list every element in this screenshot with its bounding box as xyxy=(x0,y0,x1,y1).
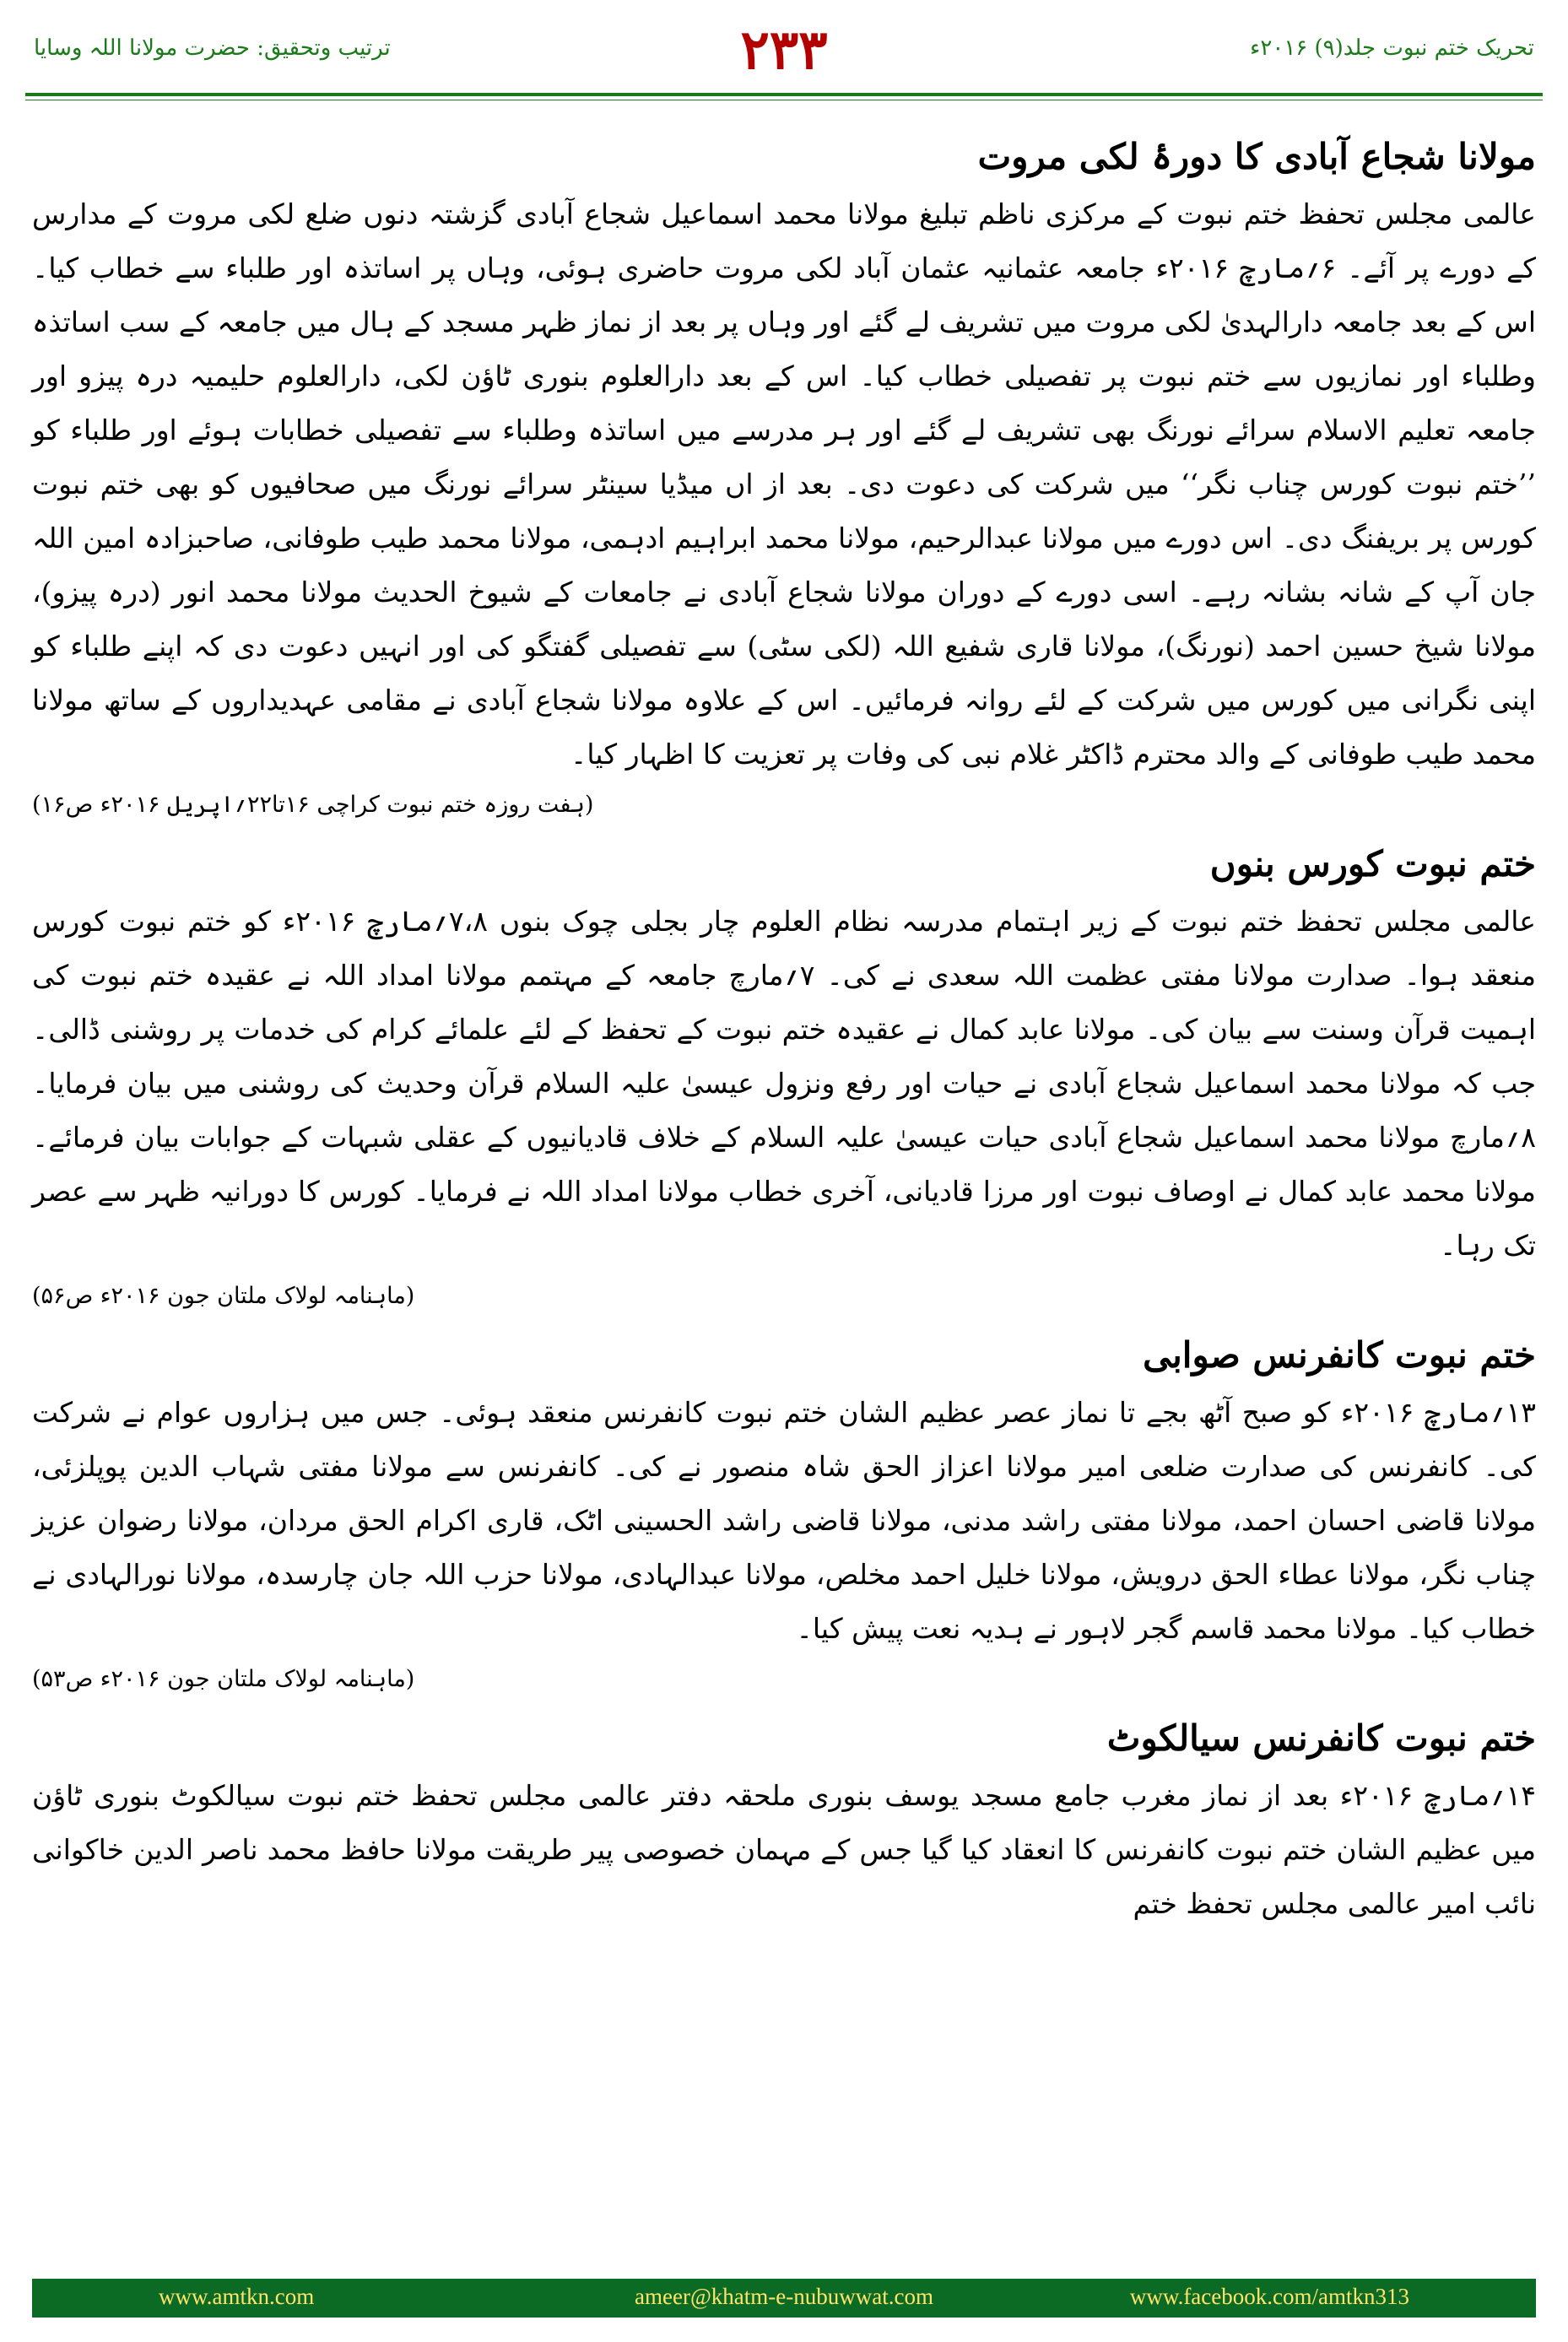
section-title: ختم نبوت کانفرنس صوابی xyxy=(1143,1334,1536,1376)
website-link[interactable]: www.amtkn.com xyxy=(159,2284,315,2309)
section-lakki-marwat xyxy=(32,127,1536,829)
section-title: مولانا شجاع آبادی کا دورۂ لکی مروت xyxy=(977,136,1536,177)
paragraph: عالمی مجلس تحفظ ختم نبوت کے زیر اہتمام مدرسہ نظام العلوم چار بجلی چوک بنوں ۷،۸؍مارچ ۲۰۱۶ء کو ختم نبوت کورس منعقد ہوا۔ صدارت مولانا مفتی عظمت اللہ سعدی نے کی۔ ۷؍مارچ جامعہ کے مہتمم مولانا امداد اللہ نے عقیدہ ختم نبوت کی اہمیت قرآن وسنت سے بیان کی۔ مولانا عابد کمال نے عقیدہ ختم نبوت کے تحفظ کے لئے علمائے کرام کی خدمات پر روشنی ڈالی۔ جب کہ مولانا محمد اسماعیل شجاع آبادی نے حیات اور رفع ونزول عیسیٰ علیہ السلام قرآن وحدیث کی روشنی میں بیان فرمایا۔ ۸؍مارچ مولانا محمد اسماعیل شجاع آبادی حیات عیسیٰ علیہ السلام کے خلاف قادیانیوں کے عقلی شبہات کے جوابات بیان فرمائے۔ مولانا محمد عابد کمال نے اوصاف نبوت اور مرزا قادیانی، آخری خطاب مولانا امداد اللہ نے فرمایا۔ کورس کا دورانیہ ظہر سے عصر تک رہا۔ xyxy=(32,905,1536,1262)
book-title: تحریک ختم نبوت جلد(۹) ۲۰۱۶ء xyxy=(1250,35,1534,61)
section-swabi-conference xyxy=(32,1325,1536,1703)
section-title: ختم نبوت کورس بنوں xyxy=(1209,843,1536,884)
article-body xyxy=(32,127,1536,2253)
paragraph: ۱۴؍مارچ ۲۰۱۶ء بعد از نماز مغرب جامع مسجد یوسف بنوری ملحقہ دفتر عالمی مجلس تحفظ ختم نبوت سیالکوٹ بنوری ٹاؤن میں عظیم الشان ختم نبوت کانفرنس کا انعقاد کیا گیا جس کے مہمان خصوصی پیر طریقت مولانا حافظ محمد ناصر الدین خاکوانی نائب امیر عالمی مجلس تحفظ ختم xyxy=(32,1779,1536,1920)
paragraph: عالمی مجلس تحفظ ختم نبوت کے مرکزی ناظم تبلیغ مولانا محمد اسماعیل شجاع آبادی گزشتہ دنوں ضلع لکی مروت کے مدارس کے دورے پر آئے۔ ۶؍مارچ ۲۰۱۶ء جامعہ عثمانیہ عثمان آباد لکی مروت حاضری ہوئی، وہاں پر اساتذہ اور طلباء سے خطاب کیا۔ اس کے بعد جامعہ دارالہدیٰ لکی مروت میں تشریف لے گئے اور وہاں پر بعد از نماز ظہر مسجد کے ہال میں جامعہ کے سب اساتذہ وطلباء اور نمازیوں سے ختم نبوت پر تفصیلی خطاب کیا۔ اس کے بعد دارالعلوم بنوری ٹاؤن لکی، دارالعلوم حلیمیہ درہ پیزو اور جامعہ تعلیم الاسلام سرائے نورنگ بھی تشریف لے گئے اور ہر مدرسے میں اساتذہ وطلباء سے تفصیلی خطابات ہوئے اور طلباء کو ’’ختم نبوت کورس چناب نگر‘‘ میں شرکت کی دعوت دی۔ بعد از اں میڈیا سینٹر سرائے نورنگ میں صحافیوں کو بھی ختم نبوت کورس پر بریفنگ دی۔ اس دورے میں مولانا عبدالرحیم، مولانا محمد ابراہیم ادہمی، مولانا محمد طیب طوفانی، صاحبزادہ امین اللہ جان آپ کے شانہ بشانہ رہے۔ اسی دورے کے دوران مولانا شجاع آبادی نے جامعات کے شیوخ الحدیث مولانا محمد انور (درہ پیزو)، مولانا شیخ حسین احمد (نورنگ)، مولانا قاری شفیع اللہ (لکی سٹی) سے تفصیلی گفتگو کی اور انہیں دعوت دی کہ اپنے طلباء کو اپنی نگرانی میں کورس میں شرکت کے لئے روانہ فرمائیں۔ اس کے علاوہ مولانا شجاع آبادی نے مقامی عہدیداروں کے ساتھ مولانا محمد طیب طوفانی کے والد محترم ڈاکٹر غلام نبی کی وفات پر تعزیت کا اظہار کیا۔ xyxy=(32,197,1537,771)
footer-bar xyxy=(32,2279,1536,2318)
page-number: ۲۳۳ xyxy=(740,19,828,82)
paragraph: ۱۳؍مارچ ۲۰۱۶ء کو صبح آٹھ بجے تا نماز عصر عظیم الشان ختم نبوت کانفرنس منعقد ہوئی۔ جس میں ہزاروں عوام نے شرکت کی۔ کانفرنس کی صدارت ضلعی امیر مولانا اعزاز الحق شاہ منصور نے کی۔ کانفرنس سے مولانا مفتی شہاب الدین پوپلزئی، مولانا قاضی احسان احمد، مولانا مفتی راشد مدنی، مولانا قاضی راشد الحسینی اٹک، قاری اکرام الحق مردان، مولانا رضوان عزیز چناب نگر، مولانا عطاء الحق درویش، مولانا خلیل احمد مخلص، مولانا عبدالہادی، مولانا حزب اللہ جان چارسدہ، مولانا نورالہادی نے خطاب کیا۔ مولانا محمد قاسم گجر لاہور نے ہدیہ نعت پیش کیا۔ xyxy=(32,1396,1537,1645)
compiler-credit: ترتیب وتحقیق: حضرت مولانا اللہ وسایا xyxy=(34,35,391,61)
page-header xyxy=(0,0,1568,127)
page-footer xyxy=(0,2279,1568,2342)
facebook-link[interactable]: www.facebook.com/amtkn313 xyxy=(1129,2284,1409,2309)
email-link[interactable]: ameer@khatm-e-nubuwwat.com xyxy=(635,2284,933,2309)
source-citation: (ماہنامہ لولاک ملتان جون ۲۰۱۶ء ص۵۳) xyxy=(32,1666,415,1692)
section-sialkot-conference xyxy=(32,1708,1536,1931)
source-citation: (ماہنامہ لولاک ملتان جون ۲۰۱۶ء ص۵۶) xyxy=(32,1283,415,1309)
source-citation: (ہفت روزہ ختم نبوت کراچی ۱۶تا۲۲؍اپریل ۲۰۱۶ء ص۱۶) xyxy=(32,792,594,818)
section-bannu-course xyxy=(32,834,1536,1320)
header-divider xyxy=(25,93,1543,96)
section-title: ختم نبوت کانفرنس سیالکوٹ xyxy=(1106,1717,1536,1759)
